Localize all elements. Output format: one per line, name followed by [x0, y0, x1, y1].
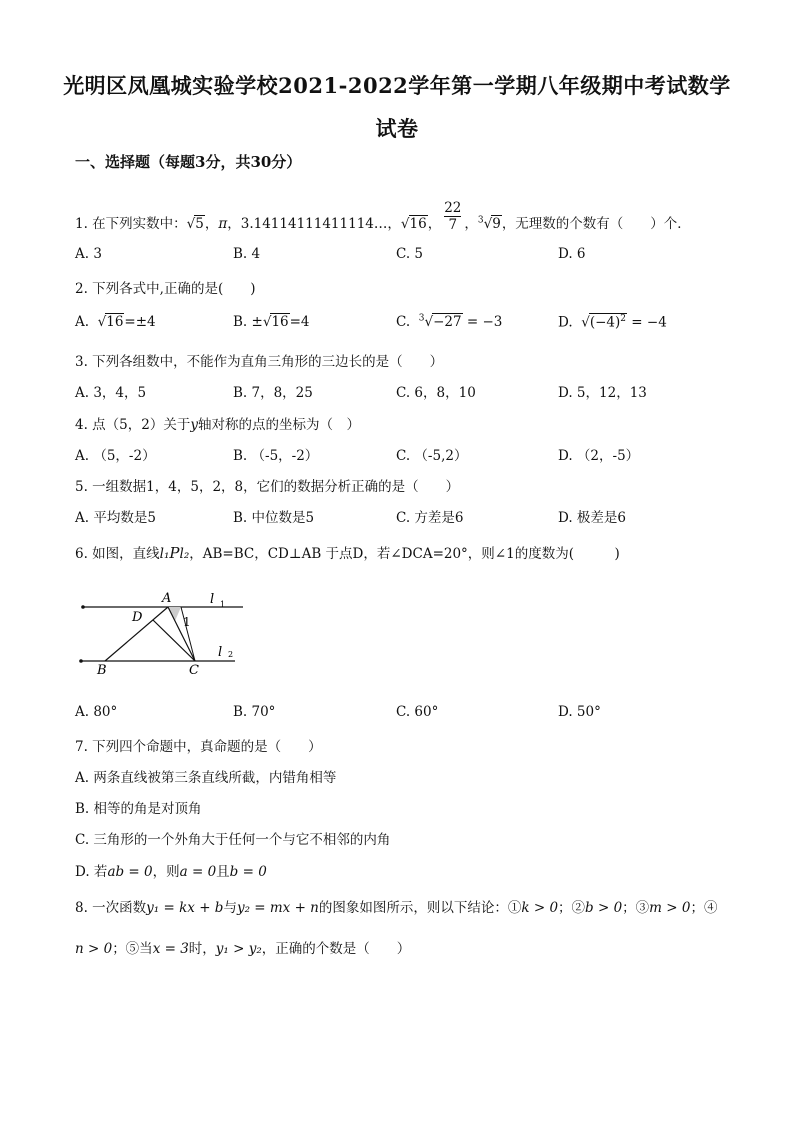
label-B: B [97, 663, 107, 678]
q1-option-d: D. 6 [558, 246, 586, 262]
q6-option-b: B. 70° [233, 704, 276, 720]
q2-option-c: C. $^3$√−27 = −3 [396, 313, 503, 330]
question-8-line1: 8. 一次函数y₁ = kx + b与y₂ = mx + n的图象如图所示，则以下结论：①k > 0；②b > 0；③m > 0；④ [75, 900, 718, 916]
q5-option-d: D. 极差是6 [558, 510, 627, 526]
label-l2: l [218, 645, 223, 660]
exam-title-line1: 光明区凤凰城实验学校2021-2022学年第一学期八年级期中考试数学 [63, 73, 731, 98]
q1-sqrt16: 16 [409, 216, 427, 232]
q1-cbrt9: 9 [492, 216, 501, 232]
label-l1: l [210, 592, 215, 607]
question-8-line2: n > 0；⑤当x = 3时，y₁ > y₂，正确的个数是（ ） [75, 941, 411, 957]
section-heading: 一、选择题（每题3分，共30分） [75, 153, 302, 171]
q1-sqrt5: 5 [195, 216, 204, 232]
label-D: D [132, 610, 143, 625]
question-6: 6. 如图，直线l₁Pl₂，AB=BC，CD⊥AB 于点D，若∠DCA=20°，则∠1的度数为( ) [75, 544, 620, 562]
geometry-figure [75, 588, 245, 680]
question-1: 1. 在下列实数中：√5，π，3.14114111411114…，√16， $\frac{22}{7}$ ，$^3$√9，无理数的个数有（ ）个． [75, 200, 691, 233]
q3-option-a: A. 3，4，5 [75, 385, 147, 401]
q4-option-b: B. （-5，-2） [233, 448, 319, 464]
q6-option-a: A. 80° [75, 704, 118, 720]
q1-decimal: 3.14114111411114…， [240, 216, 401, 232]
question-7: 7. 下列四个命题中，真命题的是（ ） [75, 739, 322, 755]
question-5: 5. 一组数据1，4，5，2，8，它们的数据分析正确的是（ ） [75, 479, 460, 495]
q4-option-c: C. （-5,2） [396, 448, 468, 464]
q1-pi: π [218, 216, 228, 232]
label-angle-1: 1 [183, 615, 191, 629]
q4-option-a: A. （5，-2） [75, 448, 156, 464]
q3-option-b: B. 7，8，25 [233, 385, 313, 401]
sqrt-symbol: √ [483, 216, 493, 232]
q1-option-b: B. 4 [233, 246, 261, 262]
sqrt-symbol: √ [186, 216, 196, 232]
q7-option-a: A. 两条直线被第三条直线所截，内错角相等 [75, 770, 337, 786]
label-C: C [189, 663, 199, 678]
q1-option-a: A. 3 [75, 246, 102, 262]
q6-option-c: C. 60° [396, 704, 439, 720]
svg-text:2: 2 [228, 650, 234, 659]
question-2: 2. 下列各式中,正确的是( ) [75, 281, 256, 297]
q5-option-b: B. 中位数是5 [233, 510, 315, 526]
exam-title-line2: 试卷 [375, 116, 419, 141]
q2-option-a: A. √16=±4 [75, 314, 156, 330]
q5-option-a: A. 平均数是5 [75, 510, 156, 526]
q5-option-c: C. 方差是6 [396, 510, 464, 526]
svg-text:1: 1 [220, 600, 226, 609]
q3-option-c: C. 6，8，10 [396, 385, 476, 401]
question-4: 4. 点（5，2）关于y轴对称的点的坐标为（ ） [75, 417, 360, 433]
sqrt-symbol: √ [400, 216, 410, 232]
label-A: A [162, 591, 172, 606]
question-3: 3. 下列各组数中，不能作为直角三角形的三边长的是（ ） [75, 354, 444, 370]
q2-option-d: D. $√(-4)^2 = -4$ [558, 314, 667, 331]
segment-AC [168, 607, 195, 661]
q7-option-d: D. 若ab = 0，则a = 0且b = 0 [75, 864, 267, 880]
q4-option-d: D. （2，-5） [558, 448, 640, 464]
q1-fraction: $\frac{22}{7}$ [444, 200, 462, 233]
q3-option-d: D. 5，12，13 [558, 385, 647, 401]
q2-option-b: B. ±√16=4 [233, 314, 310, 330]
q7-option-b: B. 相等的角是对顶角 [75, 801, 202, 817]
q6-option-d: D. 50° [558, 704, 601, 720]
q1-option-c: C. 5 [396, 246, 424, 262]
q1-prefix: 1. 在下列实数中： [75, 216, 187, 232]
q7-option-c: C. 三角形的一个外角大于任何一个与它不相邻的内角 [75, 832, 391, 848]
q1-suffix: ，无理数的个数有（ ）个． [501, 216, 691, 232]
